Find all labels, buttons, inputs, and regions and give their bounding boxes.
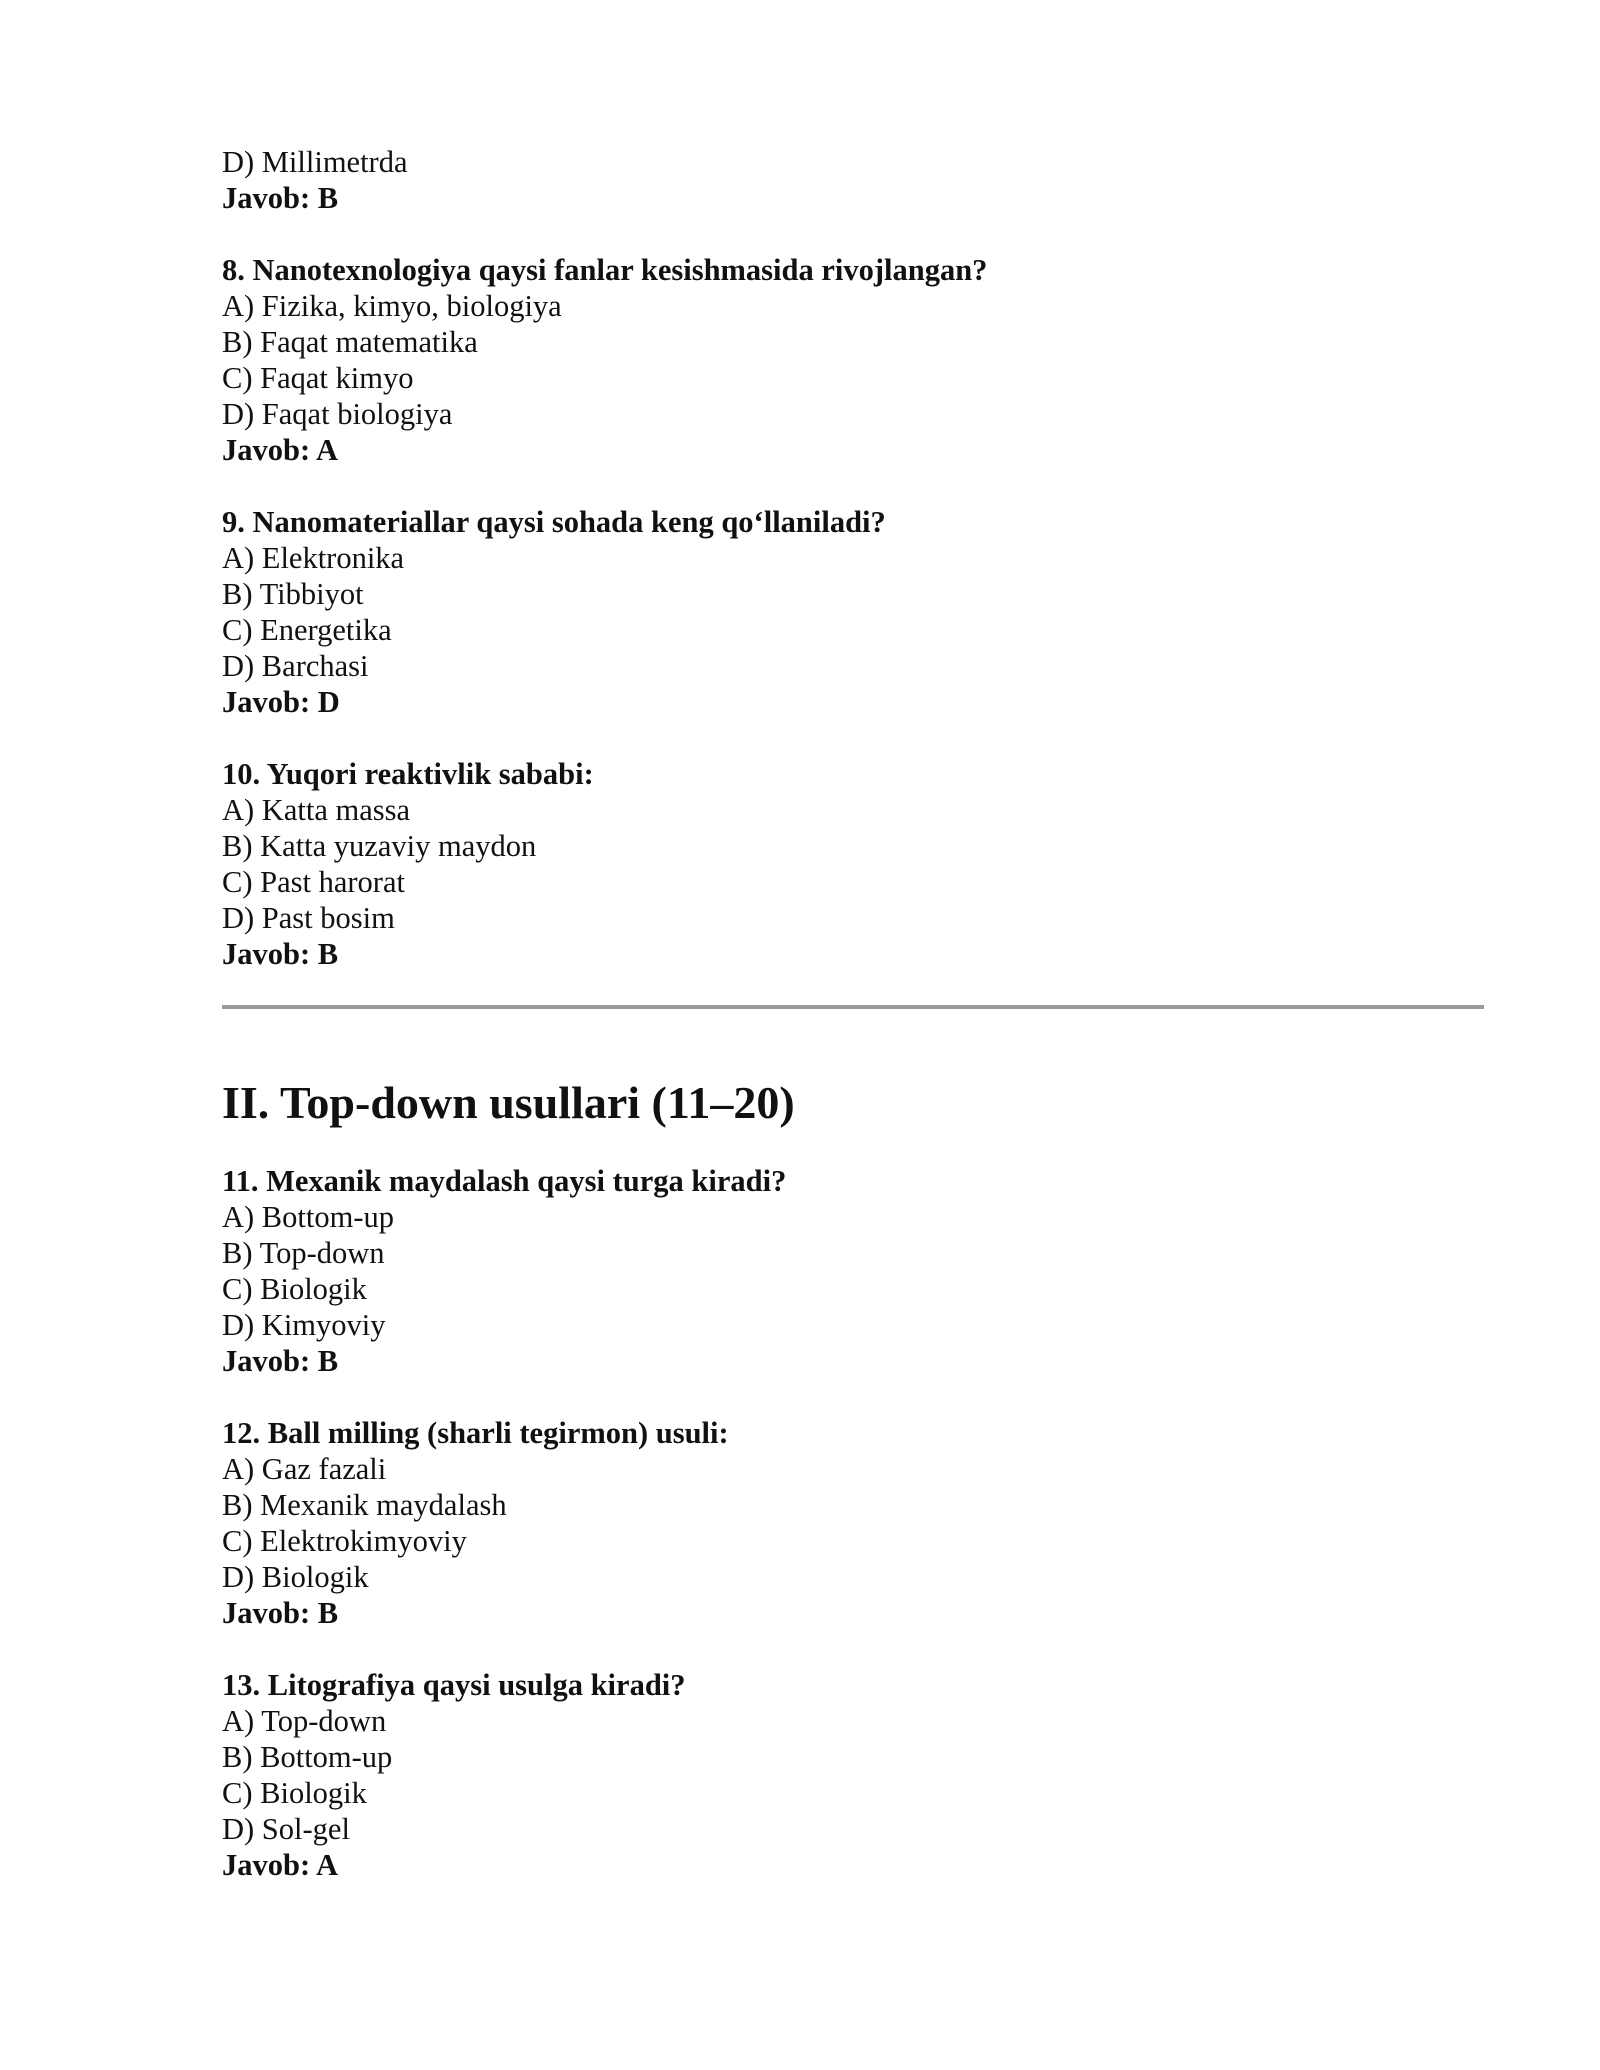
option-a: A) Katta massa — [222, 793, 411, 827]
option-c: C) Biologik — [222, 1272, 367, 1306]
answer-line: Javob: A — [222, 433, 339, 467]
question-text: 10. Yuqori reaktivlik sababi: — [222, 757, 594, 791]
answer-line: Javob: A — [222, 1848, 339, 1882]
question-block-10 — [222, 756, 1482, 972]
option-c: C) Faqat kimyo — [222, 361, 414, 395]
option-a: A) Top-down — [222, 1704, 387, 1738]
option-d: D) Biologik — [222, 1560, 369, 1594]
question-text: 11. Mexanik maydalash qaysi turga kiradi? — [222, 1164, 787, 1198]
question-block-12 — [222, 1415, 1482, 1631]
option-b: B) Mexanik maydalash — [222, 1488, 507, 1522]
option-c: C) Biologik — [222, 1776, 367, 1810]
option-d: D) Barchasi — [222, 649, 369, 683]
option-d: D) Faqat biologiya — [222, 397, 453, 431]
question-text: 12. Ball milling (sharli tegirmon) usuli: — [222, 1416, 729, 1450]
spacer — [222, 1379, 1482, 1415]
option-d: D) Millimetrda — [222, 145, 408, 179]
section-heading: II. Top-down usullari (11–20) — [222, 1077, 795, 1128]
spacer — [222, 720, 1482, 756]
option-b: B) Tibbiyot — [222, 577, 364, 611]
question-block-11 — [222, 1163, 1482, 1379]
answer-line: Javob: B — [222, 937, 339, 971]
option-c: C) Past harorat — [222, 865, 405, 899]
question-text: 8. Nanotexnologiya qaysi fanlar kesishmasida rivojlangan? — [222, 253, 988, 287]
horizontal-divider — [222, 1005, 1484, 1009]
option-b: B) Faqat matematika — [222, 325, 478, 359]
document-page — [222, 144, 1482, 1883]
option-c: C) Energetika — [222, 613, 392, 647]
option-d: D) Kimyoviy — [222, 1308, 386, 1342]
spacer — [222, 468, 1482, 504]
question-block-9 — [222, 504, 1482, 720]
spacer — [222, 216, 1482, 252]
question-text: 9. Nanomateriallar qaysi sohada keng qo‘llaniladi? — [222, 505, 886, 539]
option-b: B) Bottom-up — [222, 1740, 393, 1774]
option-b: B) Katta yuzaviy maydon — [222, 829, 537, 863]
option-a: A) Elektronika — [222, 541, 405, 575]
answer-line: Javob: D — [222, 685, 340, 719]
spacer — [222, 1631, 1482, 1667]
question-text: 13. Litografiya qaysi usulga kiradi? — [222, 1668, 686, 1702]
option-d: D) Past bosim — [222, 901, 395, 935]
option-c: C) Elektrokimyoviy — [222, 1524, 467, 1558]
option-b: B) Top-down — [222, 1236, 385, 1270]
question-block-8 — [222, 252, 1482, 468]
option-d: D) Sol-gel — [222, 1812, 350, 1846]
option-a: A) Gaz fazali — [222, 1452, 387, 1486]
question-block-13 — [222, 1667, 1482, 1883]
answer-line: Javob: B — [222, 1344, 339, 1378]
answer-line: Javob: B — [222, 181, 339, 215]
answer-line: Javob: B — [222, 1596, 339, 1630]
option-a: A) Fizika, kimyo, biologiya — [222, 289, 562, 323]
option-a: A) Bottom-up — [222, 1200, 394, 1234]
